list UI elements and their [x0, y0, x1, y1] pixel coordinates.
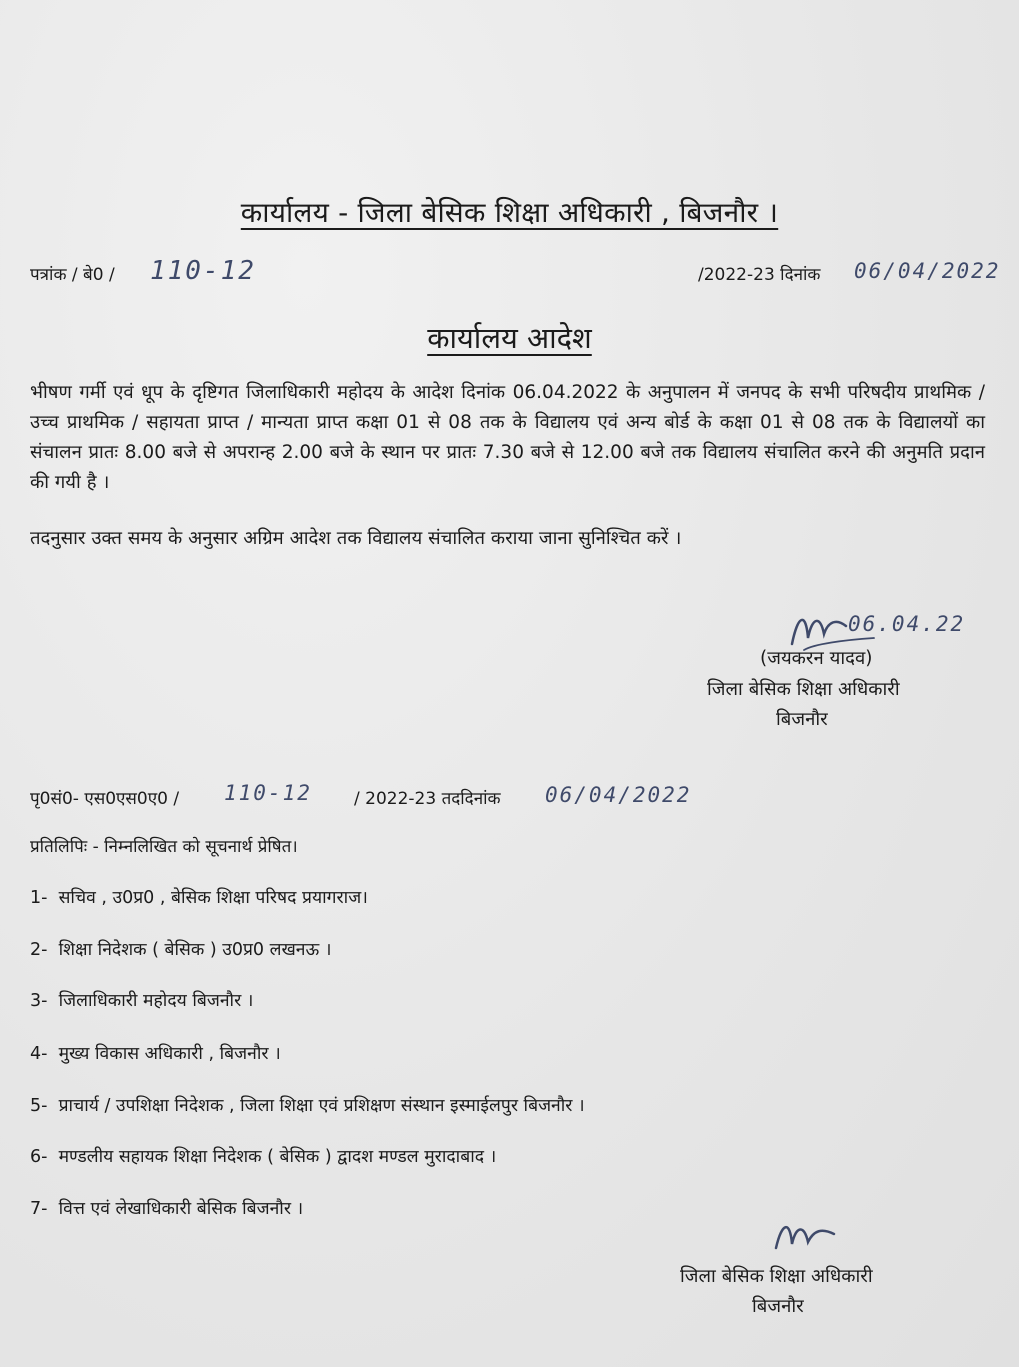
copy-to-item	[30, 1196, 303, 1220]
office-title: कार्यालय - जिला बेसिक शिक्षा अधिकारी , बिजनौर ।	[240, 196, 779, 229]
signature-handwritten-date: 06.04.22	[848, 612, 966, 636]
order-paragraph-1: भीषण गर्मी एवं धूप के दृष्टिगत जिलाधिकारी महोदय के आदेश दिनांक 06.04.2022 के अनुपालन में जनपद के सभी परिषदीय प्राथमिक / उच्च प्राथमिक / सहायता प्राप्त / मान्यता प्राप्त कक्षा 01 से 08 तक के विद्यालय एवं अन्य बोर्ड के कक्षा 01 से 08 तक के विद्यालयों का संचालन प्रातः 8.00 बजे से अपरान्ह 2.00 बजे के स्थान पर प्रातः 7.30 बजे से 12.00 बजे तक विद्यालय संचालित करने की अनुमति प्रदान की गयी है ।	[30, 382, 985, 493]
copy-to-text: प्राचार्य / उपशिक्षा निदेशक , जिला शिक्षा एवं प्रशिक्षण संस्थान इस्माईलपुर बिजनौर ।	[58, 1096, 585, 1116]
copy-to-number: 3-	[30, 991, 48, 1011]
signatory-place: बिजनौर	[776, 709, 828, 730]
endorsement-year-suffix: / 2022-23 तददिनांक	[354, 789, 501, 809]
copy-to-text: मुख्य विकास अधिकारी , बिजनौर ।	[58, 1044, 281, 1064]
copy-to-number: 6-	[30, 1147, 48, 1167]
endorsement-date-handwritten: 06/04/2022	[545, 783, 692, 807]
copy-to-item	[30, 1093, 585, 1117]
reference-prefix: पत्रांक / बे0 /	[30, 265, 115, 285]
signatory-name: (जयकरन यादव)	[760, 648, 873, 669]
signatory-designation: जिला बेसिक शिक्षा अधिकारी	[707, 679, 900, 700]
copy-to-text: मण्डलीय सहायक शिक्षा निदेशक ( बेसिक ) द्वादश मण्डल मुरादाबाद ।	[58, 1147, 497, 1167]
signatory-designation: जिला बेसिक शिक्षा अधिकारी	[680, 1266, 873, 1287]
signature-scribble	[770, 1214, 850, 1259]
copy-to-item	[30, 1144, 496, 1168]
copy-to-item	[30, 937, 331, 961]
order-paragraph-2: तदनुसार उक्त समय के अनुसार अग्रिम आदेश तक विद्यालय संचालित कराया जाना सुनिश्चित करें ।	[30, 528, 682, 549]
copy-to-heading: प्रतिलिपिः - निम्नलिखित को सूचनार्थ प्रेषित।	[30, 837, 298, 857]
reference-number-handwritten: 110-12	[150, 256, 256, 286]
copy-to-text: जिलाधिकारी महोदय बिजनौर ।	[58, 991, 254, 1011]
copy-to-number: 1-	[30, 888, 48, 908]
copy-to-item	[30, 988, 253, 1012]
endorsement-prefix: पृ0सं0- एस0एस0ए0 /	[30, 789, 180, 809]
copy-to-text: शिक्षा निदेशक ( बेसिक ) उ0प्र0 लखनऊ ।	[58, 940, 332, 960]
copy-to-number: 5-	[30, 1096, 48, 1116]
copy-to-number: 4-	[30, 1044, 48, 1064]
copy-to-text: सचिव , उ0प्र0 , बेसिक शिक्षा परिषद प्रयागराज।	[58, 888, 368, 908]
reference-year-suffix: /2022-23 दिनांक	[698, 265, 821, 285]
reference-date-handwritten: 06/04/2022	[854, 259, 1001, 283]
copy-to-number: 7-	[30, 1199, 48, 1219]
copy-to-text: वित्त एवं लेखाधिकारी बेसिक बिजनौर ।	[58, 1199, 304, 1219]
endorsement-number-handwritten: 110-12	[224, 781, 312, 805]
copy-to-number: 2-	[30, 940, 48, 960]
copy-to-item	[30, 1041, 281, 1065]
signatory-place: बिजनौर	[752, 1296, 804, 1317]
order-heading: कार्यालय आदेश	[427, 321, 592, 355]
copy-to-item	[30, 885, 368, 909]
